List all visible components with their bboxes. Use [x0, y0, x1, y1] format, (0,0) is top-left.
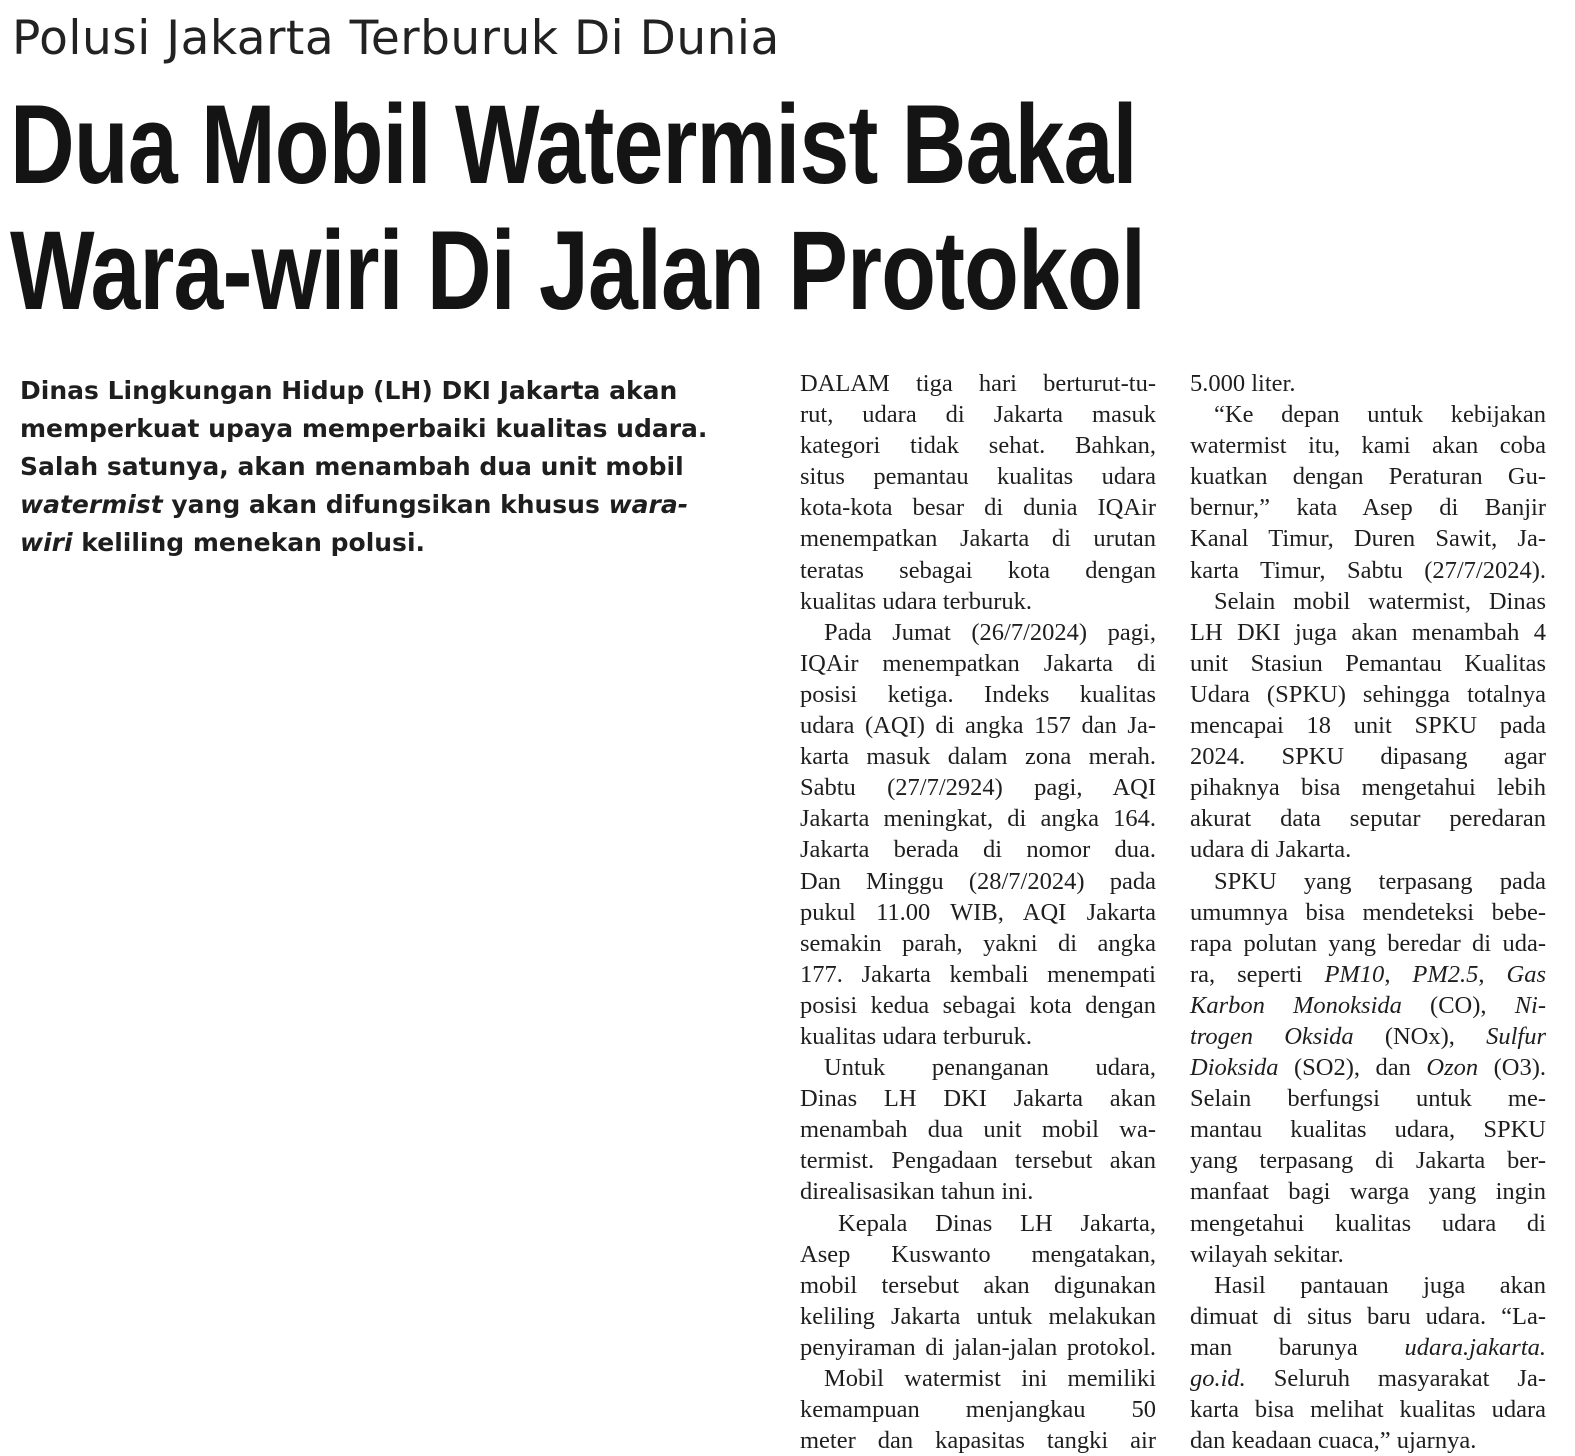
body-line: Pada Jumat (26/7/2024) pagi, [824, 618, 1156, 646]
body-text: (SO2), dan [1278, 1054, 1427, 1082]
lead-line [20, 486, 755, 524]
body-line: Udara (SPKU) sehingga totalnya [1190, 680, 1546, 708]
lead-line: Salah satunya, akan menambah dua unit mobil [20, 452, 684, 481]
body-text: Seluruh masyarakat Ja- [1245, 1365, 1546, 1392]
headline-line-1: Dua Mobil Watermist Bakal [10, 82, 1137, 207]
body-line: Jakarta meningkat, di angka 164. [800, 805, 1156, 833]
lead-paragraph [20, 372, 755, 562]
body-line: posisi kedua sebagai kota dengan [800, 991, 1156, 1019]
body-line: penyiraman di jalan-jalan protokol. [800, 1333, 1156, 1361]
body-text: , [1384, 960, 1413, 988]
body-text: (CO), [1401, 991, 1515, 1019]
body-line [1190, 1363, 1546, 1394]
body-line [1190, 1332, 1546, 1363]
body-emphasis: Karbon Monoksida [1190, 991, 1402, 1019]
body-line: karta bisa melihat kualitas udara [1190, 1396, 1546, 1424]
body-line: semakin parah, yakni di angka [800, 929, 1156, 957]
body-line: pihaknya bisa mengetahui lebih [1190, 774, 1546, 802]
body-line: Untuk penanganan udara, [824, 1054, 1156, 1082]
headline-line-2: Wara-wiri Di Jalan Protokol [10, 208, 1146, 333]
body-line: udara (AQI) di angka 157 dan Ja- [800, 712, 1156, 740]
body-line: mencapai 18 unit SPKU pada [1190, 712, 1546, 740]
body-line: Dan Minggu (28/7/2024) pada [800, 867, 1156, 895]
body-line: Selain mobil watermist, Dinas [1214, 587, 1546, 615]
body-line: manfaat bagi warga yang ingin [1190, 1178, 1546, 1206]
body-line: meter dan kapasitas tangki air [800, 1427, 1156, 1455]
body-text: ra, seperti [1190, 960, 1325, 988]
body-emphasis: Ozon [1426, 1054, 1479, 1082]
body-line: dimuat di situs baru udara. “La- [1190, 1302, 1546, 1330]
body-line: Mobil watermist ini memiliki [824, 1365, 1156, 1392]
website-url: udara.jakarta. [1404, 1333, 1546, 1361]
body-line [1190, 1052, 1546, 1083]
lead-emphasis: wara- [608, 490, 689, 519]
lead-text: keliling menekan polusi. [72, 528, 426, 557]
website-url: go.id. [1190, 1365, 1246, 1392]
body-line: watermist itu, kami akan coba [1190, 432, 1546, 460]
body-line: kuatkan dengan Peraturan Gu- [1190, 463, 1546, 491]
body-line: mobil tersebut akan digunakan [800, 1271, 1156, 1299]
body-line: posisi ketiga. Indeks kualitas [800, 680, 1156, 708]
body-text: man barunya [1190, 1333, 1405, 1361]
body-line: Kepala Dinas LH Jakarta, [838, 1209, 1156, 1237]
body-line: IQAir menempatkan Jakarta di [800, 649, 1156, 677]
body-line: kategori tidak sehat. Bahkan, [800, 432, 1156, 460]
body-line: SPKU yang terpasang pada [1214, 867, 1546, 895]
body-line: Kanal Timur, Duren Sawit, Ja- [1190, 525, 1546, 553]
body-line [1190, 990, 1546, 1021]
body-line: Hasil pantauan juga akan [1214, 1271, 1546, 1299]
body-text: (NOx), [1353, 1022, 1487, 1050]
body-line: kualitas udara terburuk. [800, 1022, 1032, 1050]
body-column-2 [1190, 368, 1546, 1456]
body-line: DALAM tiga hari berturut-tu- [800, 370, 1156, 397]
body-line: menempatkan Jakarta di urutan [800, 525, 1156, 553]
body-text: (O3). [1478, 1054, 1546, 1082]
headline [10, 82, 1258, 334]
body-line: wilayah sekitar. [1190, 1240, 1344, 1268]
body-line: umumnya bisa mendeteksi bebe- [1190, 898, 1546, 926]
lead-line: Dinas Lingkungan Hidup (LH) DKI Jakarta akan [20, 376, 678, 405]
body-line: dan keadaan cuaca,” ujarnya. [1190, 1427, 1477, 1455]
kicker-rubric: Polusi Jakarta Terburuk Di Dunia [12, 11, 780, 66]
lead-emphasis: wiri [20, 528, 73, 557]
lead-line: memperkuat upaya memperbaiki kualitas udara. [20, 414, 708, 443]
body-line: direalisasikan tahun ini. [800, 1178, 1034, 1206]
body-line: karta masuk dalam zona merah. [800, 743, 1156, 771]
body-line: pukul 11.00 WIB, AQI Jakarta [800, 898, 1156, 926]
body-emphasis: PM2.5 [1412, 960, 1479, 988]
body-line: menambah dua unit mobil wa- [800, 1116, 1156, 1144]
body-line: Dinas LH DKI Jakarta akan [800, 1085, 1156, 1113]
body-line: Sabtu (27/7/2924) pagi, AQI [800, 774, 1156, 802]
body-line: rapa polutan yang beredar di uda- [1190, 929, 1546, 957]
body-line: 2024. SPKU dipasang agar [1190, 743, 1546, 771]
body-line: mantau kualitas udara, SPKU [1190, 1116, 1546, 1144]
body-line: yang terpasang di Jakarta ber- [1190, 1147, 1546, 1175]
body-line: karta Timur, Sabtu (27/7/2024). [1190, 556, 1546, 584]
body-line: bernur,” kata Asep di Banjir [1190, 494, 1546, 522]
body-line: termist. Pengadaan tersebut akan [800, 1147, 1156, 1175]
lead-emphasis: watermist [20, 490, 163, 519]
body-line: akurat data seputar peredaran [1190, 805, 1546, 833]
body-line: udara di Jakarta. [1190, 836, 1352, 864]
body-line: rut, udara di Jakarta masuk [800, 401, 1156, 429]
body-line: 5.000 liter. [1190, 370, 1296, 397]
body-line: 177. Jakarta kembali menempati [800, 960, 1156, 988]
body-line: situs pemantau kualitas udara [800, 463, 1156, 491]
body-line: “Ke depan untuk kebijakan [1214, 401, 1546, 429]
body-line: Selain berfungsi untuk me- [1190, 1085, 1546, 1113]
lead-line [20, 524, 755, 562]
body-line: kota-kota besar di dunia IQAir [800, 494, 1156, 522]
body-text: , [1478, 960, 1507, 988]
body-line: kemampuan menjangkau 50 [800, 1396, 1156, 1424]
body-line: keliling Jakarta untuk melakukan [800, 1302, 1156, 1330]
body-line: kualitas udara terburuk. [800, 587, 1032, 615]
body-line: teratas sebagai kota dengan [800, 556, 1156, 584]
body-line: mengetahui kualitas udara di [1190, 1209, 1546, 1237]
body-column-1 [800, 368, 1156, 1456]
body-emphasis: Ni- [1514, 991, 1546, 1019]
lead-text: yang akan difungsikan khusus [162, 490, 609, 519]
body-line [1190, 1021, 1546, 1052]
body-emphasis: Dioksida [1190, 1054, 1279, 1082]
body-line: unit Stasiun Pemantau Kualitas [1190, 649, 1546, 677]
body-line: LH DKI juga akan menambah 4 [1190, 618, 1546, 646]
body-line: Asep Kuswanto mengatakan, [800, 1240, 1156, 1268]
body-emphasis: Sulfur [1486, 1022, 1546, 1050]
body-emphasis: trogen Oksida [1190, 1022, 1354, 1050]
body-emphasis: Gas [1506, 960, 1547, 988]
body-line [1190, 959, 1546, 990]
body-line: Jakarta berada di nomor dua. [800, 836, 1156, 864]
body-emphasis: PM10 [1324, 960, 1385, 988]
